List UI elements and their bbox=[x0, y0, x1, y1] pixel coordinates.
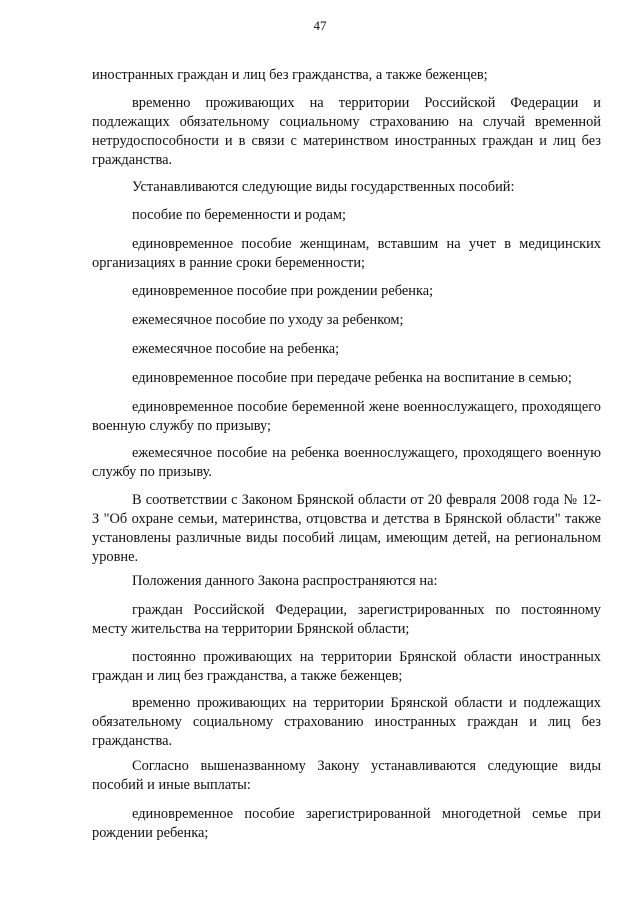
paragraph-3: Устанавливаются следующие виды государственных пособий: bbox=[132, 179, 515, 195]
paragraph-8: ежемесячное пособие на ребенка; bbox=[132, 341, 340, 357]
paragraph-9: единовременное пособие при передаче ребенка на воспитание в семью; bbox=[132, 370, 572, 386]
paragraph-12: В соответствии с Законом Брянской области от 20 февраля 2008 года № 12-З "Об охране семьи, материнства, отцовства и детства в Брянской области" также установлены различные виды пособий лицам, имеющим детей, на региональном уровне. bbox=[92, 492, 601, 565]
paragraph-13: Положения данного Закона распространяются на: bbox=[132, 573, 438, 589]
paragraph-5: единовременное пособие женщинам, вставшим на учет в медицинских организациях в ранние сроки беременности; bbox=[92, 236, 601, 271]
paragraph-16: временно проживающих на территории Брянской области и подлежащих обязательному социальному страхованию иностранных граждан и лиц без гражданства. bbox=[92, 695, 601, 749]
paragraph-17: Согласно вышеназванному Закону устанавливаются следующие виды пособий и иные выплаты: bbox=[92, 758, 601, 793]
paragraph-7: ежемесячное пособие по уходу за ребенком; bbox=[132, 312, 404, 328]
paragraph-14: граждан Российской Федерации, зарегистрированных по постоянному месту жительства на территории Брянской области; bbox=[92, 602, 601, 637]
paragraph-18: единовременное пособие зарегистрированной многодетной семье при рождении ребенка; bbox=[92, 806, 601, 841]
paragraph-6: единовременное пособие при рождении ребенка; bbox=[132, 283, 434, 299]
paragraph-4: пособие по беременности и родам; bbox=[132, 207, 346, 223]
paragraph-1: иностранных граждан и лиц без гражданства, а также беженцев; bbox=[92, 67, 488, 83]
page-number: 47 bbox=[313, 18, 327, 33]
paragraph-2: временно проживающих на территории Российской Федерации и подлежащих обязательному социальному страхованию на случай временной нетрудоспособности и в связи с материнством иностранных граждан и лиц без гражданства. bbox=[92, 95, 601, 168]
paragraph-11: ежемесячное пособие на ребенка военнослужащего, проходящего военную службу по призыву. bbox=[92, 445, 601, 480]
paragraph-15: постоянно проживающих на территории Брянской области иностранных граждан и лиц без гражданства, а также беженцев; bbox=[92, 649, 601, 684]
paragraph-10: единовременное пособие беременной жене военнослужащего, проходящего военную службу по призыву; bbox=[92, 399, 601, 434]
